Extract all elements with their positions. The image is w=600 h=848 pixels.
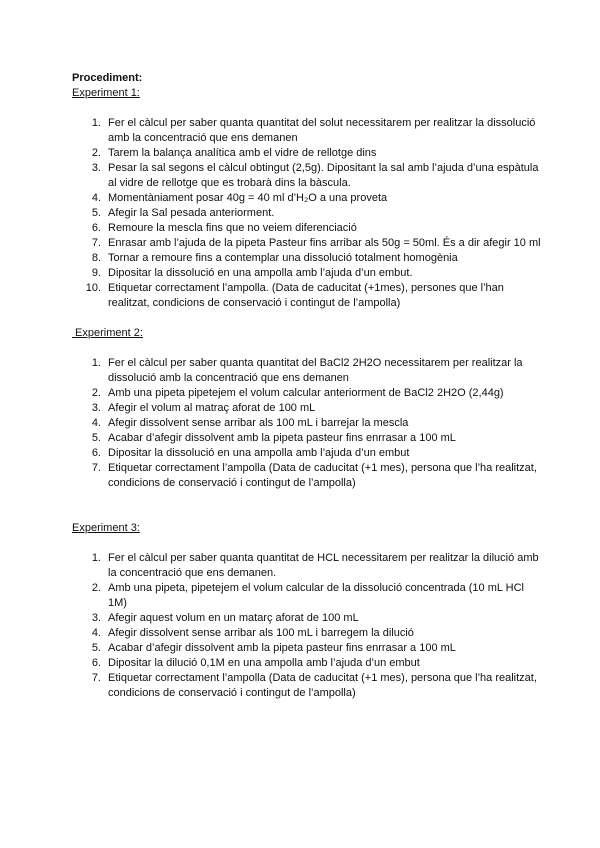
experiment-3-steps: [72, 551, 542, 701]
list-item: 5. Acabar d’afegir dissolvent amb la pipeta pasteur fins enrrasar a 100 mL: [91, 642, 456, 654]
step-text: Dipositar la dissolució en una ampolla amb l’ajuda d’un embut: [108, 447, 410, 459]
step-text: Tarem la balança analítica amb el vidre de rellotge dins: [108, 147, 377, 159]
step-text: Afegir aquest volum en un matarç aforat de 100 mL: [108, 612, 359, 624]
list-item: 10. Etiquetar correctament l’ampolla. (Data de caducitat (+1mes), persones que l’han realitzat, condicions de conservació i contingut de l’ampolla): [85, 282, 504, 309]
experiment-1-steps: [72, 116, 542, 311]
step-text: Afegir dissolvent sense arribar als 100 mL i barregem la dilució: [108, 627, 414, 639]
list-item: 1. Fer el càlcul per saber quanta quantitat de HCL necessitarem per realitzar la dilució amb la concentració que ens demanen.: [91, 552, 539, 579]
list-item: 7. Enrasar amb l’ajuda de la pipeta Pasteur fins arribar als 50g = 50ml. És a dir afegir 10 ml: [91, 237, 541, 249]
list-item: 9. Dipositar la dissolució en una ampolla amb l’ajuda d’un embut.: [91, 267, 413, 279]
list-item: 3. Afegir aquest volum en un matarç aforat de 100 mL: [91, 612, 359, 624]
list-item: 6. Dipositar la dilució 0,1M en una ampolla amb l’ajuda d’un embut: [91, 657, 420, 669]
list-item: 2. Amb una pipeta pipetejem el volum calcular anteriorment de BaCl2 2H2O (2,44g): [91, 387, 504, 399]
step-text: Etiquetar correctament l’ampolla. (Data de caducitat (+1mes), persones que l’han realitzat, condicions de conservació i contingut de l’ampolla): [108, 282, 504, 309]
list-item: 4. Afegir dissolvent sense arribar als 100 mL i barregem la dilució: [91, 627, 414, 639]
step-text: Amb una pipeta, pipetejem el volum calcular de la dissolució concentrada (10 mL HCl 1M): [108, 582, 524, 609]
experiment-2-heading: Experiment 2:: [72, 327, 143, 339]
list-item: 3. Afegir el volum al matraç aforat de 100 mL: [91, 402, 316, 414]
step-text: Afegir dissolvent sense arribar als 100 mL i barrejar la mescla: [108, 417, 409, 429]
step-text: Momentàniament posar 40g = 40 ml d’H₂O a una proveta: [108, 192, 388, 204]
list-item: 2. Amb una pipeta, pipetejem el volum calcular de la dissolució concentrada (10 mL HCl 1M): [91, 582, 524, 609]
step-text: Etiquetar correctament l’ampolla (Data de caducitat (+1 mes), persona que l’ha realitzat, condicions de conservació i contingut de l’ampolla): [108, 672, 537, 699]
step-text: Dipositar la dissolució en una ampolla amb l’ajuda d’un embut.: [108, 267, 413, 279]
step-text: Dipositar la dilució 0,1M en una ampolla amb l’ajuda d’un embut: [108, 657, 420, 669]
list-item: 8. Tornar a remoure fins a contemplar una dissolució totalment homogènia: [91, 252, 458, 264]
list-item: 5. Acabar d’afegir dissolvent amb la pipeta pasteur fins enrrasar a 100 mL: [91, 432, 456, 444]
list-item: 4. Afegir dissolvent sense arribar als 100 mL i barrejar la mescla: [91, 417, 409, 429]
step-text: Afegir la Sal pesada anteriorment.: [108, 207, 275, 219]
experiment-3-heading: Experiment 3:: [72, 522, 140, 534]
step-text: Remoure la mescla fins que no veiem diferenciació: [108, 222, 357, 234]
step-text: Fer el càlcul per saber quanta quantitat del solut necessitarem per realitzar la dissolució amb la concentració que ens demanen: [108, 117, 536, 144]
step-text: Tornar a remoure fins a contemplar una dissolució totalment homogènia: [108, 252, 458, 264]
list-item: 1. Fer el càlcul per saber quanta quantitat del solut necessitarem per realitzar la dissolució amb la concentració que ens demanen: [91, 117, 536, 144]
step-text: Afegir el volum al matraç aforat de 100 mL: [108, 402, 316, 414]
list-item: 7. Etiquetar correctament l’ampolla (Data de caducitat (+1 mes), persona que l’ha realitzat, condicions de conservació i contingut de l’ampolla): [91, 672, 537, 699]
step-text: Fer el càlcul per saber quanta quantitat del BaCl2 2H2O necessitarem per realitzar la dissolució amb la concentració que ens demanen: [108, 357, 523, 384]
list-item: 3. Pesar la sal segons el càlcul obtingut (2,5g). Dipositant la sal amb l’ajuda d’una espàtula al vidre de rellotge que es trobarà dins la bàscula.: [91, 162, 539, 189]
list-item: 7. Etiquetar correctament l’ampolla (Data de caducitat (+1 mes), persona que l’ha realitzat, condicions de conservació i contingut de l’ampolla): [91, 462, 537, 489]
list-item: 4. Momentàniament posar 40g = 40 ml d’H₂O a una proveta: [91, 192, 388, 204]
step-text: Etiquetar correctament l’ampolla (Data de caducitat (+1 mes), persona que l’ha realitzat, condicions de conservació i contingut de l’ampolla): [108, 462, 537, 489]
list-item: 6. Dipositar la dissolució en una ampolla amb l’ajuda d’un embut: [91, 447, 410, 459]
experiment-2-steps: [72, 356, 542, 491]
list-item: 6. Remoure la mescla fins que no veiem diferenciació: [91, 222, 357, 234]
step-text: Pesar la sal segons el càlcul obtingut (2,5g). Dipositant la sal amb l’ajuda d’una espàtula al vidre de rellotge que es trobarà dins la bàscula.: [108, 162, 539, 189]
document-title: Procediment:: [72, 72, 143, 84]
step-text: Enrasar amb l’ajuda de la pipeta Pasteur fins arribar als 50g = 50ml. És a dir afegir 10 ml: [108, 237, 541, 249]
experiment-1-heading: Experiment 1:: [72, 87, 140, 99]
step-text: Acabar d’afegir dissolvent amb la pipeta pasteur fins enrrasar a 100 mL: [108, 432, 456, 444]
document-page: [72, 71, 542, 701]
step-text: Fer el càlcul per saber quanta quantitat de HCL necessitarem per realitzar la dilució amb la concentració que ens demanen.: [108, 552, 539, 579]
step-text: Amb una pipeta pipetejem el volum calcular anteriorment de BaCl2 2H2O (2,44g): [108, 387, 504, 399]
list-item: 1. Fer el càlcul per saber quanta quantitat del BaCl2 2H2O necessitarem per realitzar la dissolució amb la concentració que ens demanen: [91, 357, 523, 384]
list-item: 2. Tarem la balança analítica amb el vidre de rellotge dins: [91, 147, 377, 159]
step-text: Acabar d’afegir dissolvent amb la pipeta pasteur fins enrrasar a 100 mL: [108, 642, 456, 654]
list-item: 5. Afegir la Sal pesada anteriorment.: [91, 207, 275, 219]
